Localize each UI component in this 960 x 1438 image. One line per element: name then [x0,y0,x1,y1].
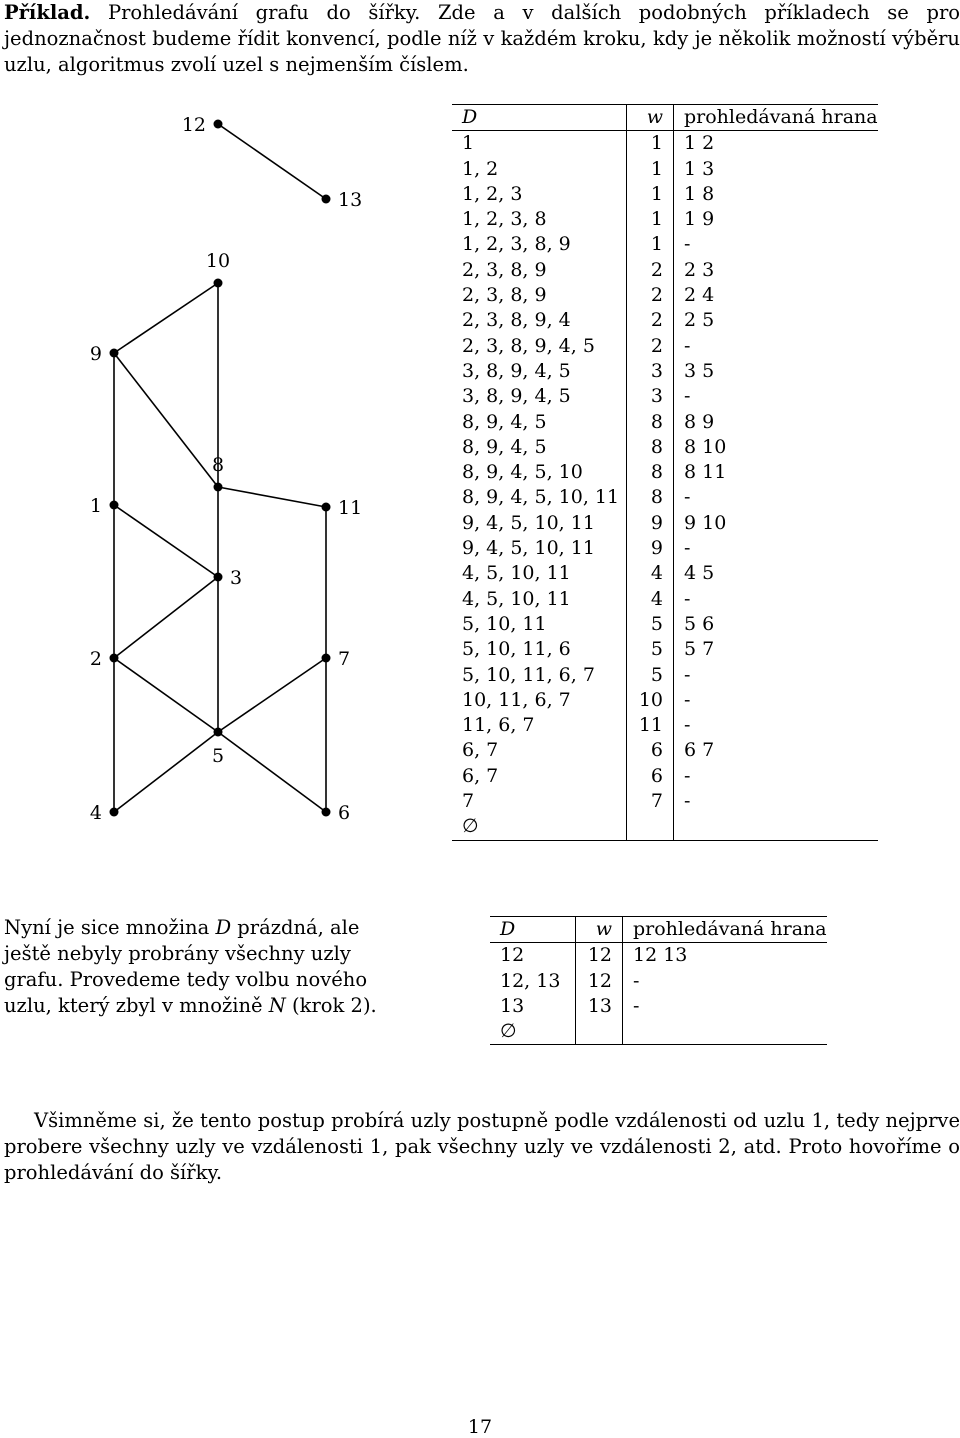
graph-edge [218,487,326,507]
graph-node-label: 3 [230,567,243,589]
table-row [452,207,878,232]
table-row [490,969,827,994]
intro-paragraph [4,0,960,78]
cell-w: 2 [627,258,674,283]
table-row [452,232,878,257]
cell-w: 6 [627,738,674,763]
cell-edge: 3 5 [684,359,715,382]
table-row [490,943,827,969]
cell-edge [623,1019,827,1045]
table-row [452,511,878,536]
cell-d: 1, 2 [462,157,499,180]
cell-edge: 4 5 [684,562,715,585]
cell-w: 8 [627,410,674,435]
cell-edge: - [684,790,691,813]
cell-w: 12 [576,969,623,994]
table-row [452,460,878,485]
cell-d: 5, 10, 11, 6, 7 [462,663,595,686]
table-row [452,157,878,182]
cell-w: 2 [627,308,674,333]
table-row [452,359,878,384]
col-header-edge: prohledávaná hrana [623,917,827,943]
cell-w: 3 [627,384,674,409]
table-row [452,561,878,586]
col-header-d: D [452,105,627,131]
cell-w: 1 [627,131,674,157]
col-header-edge: prohledávaná hrana [674,105,878,131]
cell-edge [674,814,878,840]
cell-w [627,814,674,840]
table-row [452,814,878,840]
graph-edge [218,658,326,732]
cell-edge: - [684,537,691,560]
table-row [452,182,878,207]
table-row [452,536,878,561]
cell-w: 1 [627,232,674,257]
graph-edge [218,124,326,199]
cell-d: 8, 9, 4, 5, 10, 11 [462,486,620,509]
cell-d: 13 [500,994,525,1017]
cell-edge: 6 7 [684,739,715,762]
table-row [452,738,878,763]
graph-node [110,349,119,358]
cell-d: 3, 8, 9, 4, 5 [462,359,571,382]
table-row [452,131,878,157]
cell-w: 1 [627,182,674,207]
graph-node-label: 10 [205,250,231,272]
cell-w: 2 [627,283,674,308]
graph-node [214,728,223,737]
cell-d: 6, 7 [462,739,499,762]
graph-node-label: 8 [211,454,225,476]
cell-d: 11, 6, 7 [462,714,535,737]
cell-d: 2, 3, 8, 9 [462,258,547,281]
cell-w: 1 [627,157,674,182]
table-row [452,485,878,510]
table-row [452,688,878,713]
cell-edge: 9 10 [684,511,727,534]
cell-edge: - [633,969,640,992]
graph-node [110,808,119,817]
table-row [452,789,878,814]
table-row [452,384,878,409]
cell-d: 2, 3, 8, 9, 4 [462,309,571,332]
graph-node-label: 9 [89,343,102,365]
cell-d: 5, 10, 11, 6 [462,638,571,661]
table-row [452,334,878,359]
cell-d: 7 [462,790,475,813]
cell-edge: 12 13 [623,943,827,969]
cell-d: 4, 5, 10, 11 [462,562,571,585]
graph-node [214,279,223,288]
graph-edge [114,732,218,812]
cell-edge: - [684,663,691,686]
cell-edge: 5 6 [684,612,715,635]
graph-node [322,503,331,512]
table-row [452,258,878,283]
cell-d: 10, 11, 6, 7 [462,688,571,711]
cell-d: 5, 10, 11 [462,612,547,635]
cell-d: 8, 9, 4, 5 [462,410,547,433]
cell-w: 6 [627,764,674,789]
graph-edge [114,658,218,732]
col-header-w: w [576,917,623,943]
cell-w: 3 [627,359,674,384]
table-row [452,410,878,435]
table-row [452,637,878,662]
cell-w: 5 [627,612,674,637]
graph-node [110,654,119,663]
example-label: Příklad. [4,1,91,24]
cell-w: 12 [576,943,623,969]
table-row [490,994,827,1019]
graph-node [214,573,223,582]
intro-text: Prohledávání grafu do šířky. Zde a v dalších podobných příkladech se pro jednoznačnost budeme řídit konvencí, podle níž v každém kroku, kdy je několik možností výběru uzlu, algoritmus zvolí uzel s nejmenším číslem. [4,1,960,76]
table-row [452,713,878,738]
graph-edge [114,505,218,577]
cell-d: 9, 4, 5, 10, 11 [462,537,595,560]
cell-w: 11 [627,713,674,738]
cell-w: 5 [627,637,674,662]
cell-d: 1, 2, 3, 8, 9 [462,233,571,256]
cell-edge: - [684,385,691,408]
graph-diagram [0,100,440,840]
cell-d: 2, 3, 8, 9 [462,284,547,307]
cell-edge: 1 9 [684,208,715,231]
col-header-w: w [627,105,674,131]
table-row [452,663,878,688]
cell-w: 4 [627,561,674,586]
cell-w: 1 [627,207,674,232]
cell-w: 5 [627,663,674,688]
cell-edge: 2 3 [684,258,715,281]
graph-node-label: 13 [338,189,363,211]
cell-edge: 8 11 [684,461,727,484]
table-row [452,587,878,612]
cell-edge: 1 3 [684,157,715,180]
cell-edge: - [633,994,640,1017]
cell-d: 12, 13 [500,969,561,992]
cell-edge: 1 8 [684,182,715,205]
cell-d: 1, 2, 3, 8 [462,208,547,231]
outro-paragraph: Všimněme si, že tento postup probírá uzly postupně podle vzdálenosti od uzlu 1, tedy nejprve probere všechny uzly ve vzdálenosti 1, pak všechny uzly ve vzdálenosti 2, atd. Proto hovoříme o prohledávání do šířky. [4,1109,960,1184]
cell-d: 8, 9, 4, 5 [462,435,547,458]
cell-w: 8 [627,460,674,485]
graph-edge [218,732,326,812]
cell-edge: 1 2 [674,131,878,157]
cell-edge: - [684,486,691,509]
cell-d: 9, 4, 5, 10, 11 [462,511,595,534]
cell-w: 13 [576,994,623,1019]
cell-d: 1, 2, 3 [462,182,523,205]
cell-d: 8, 9, 4, 5, 10 [462,461,583,484]
bfs-table-main [452,104,878,841]
graph-node-label: 5 [211,745,225,767]
cell-edge: - [684,587,691,610]
cell-w [576,1019,623,1045]
cell-edge: - [684,334,691,357]
graph-node [322,654,331,663]
graph-node [322,808,331,817]
table-row [452,764,878,789]
cell-w: 2 [627,334,674,359]
graph-node-label: 12 [181,114,206,136]
cell-edge: 2 4 [684,284,715,307]
graph-node [214,120,223,129]
graph-node-label: 1 [89,495,102,517]
table-row [452,308,878,333]
cell-w: 10 [627,688,674,713]
table-row [452,612,878,637]
cell-d: 4, 5, 10, 11 [462,587,571,610]
graph-node-label: 7 [338,648,351,670]
graph-node [322,195,331,204]
cell-edge: - [684,688,691,711]
page-number: 17 [467,1416,493,1438]
table-row [452,435,878,460]
cell-edge: 5 7 [684,638,715,661]
cell-w: 7 [627,789,674,814]
graph-node-label: 4 [89,802,102,824]
cell-d: 1 [452,131,627,157]
cell-w: 4 [627,587,674,612]
cell-edge: 8 10 [684,435,727,458]
col-header-d: D [490,917,576,943]
graph-node-label: 2 [89,648,102,670]
graph-node-label: 11 [338,497,363,519]
cell-d: 2, 3, 8, 9, 4, 5 [462,334,595,357]
cell-edge: 2 5 [684,309,715,332]
graph-node [110,501,119,510]
cell-edge: - [684,764,691,787]
cell-w: 9 [627,511,674,536]
graph-node [214,483,223,492]
graph-node-label: 6 [338,802,351,824]
cell-w: 8 [627,485,674,510]
side-paragraph: Nyní je sice množina D prázdná, ale ještě nebyly probrány všechny uzly grafu. Provedeme tedy volbu nového uzlu, který zbyl v množině N (krok 2). [4,916,377,1017]
cell-w: 9 [627,536,674,561]
bfs-table-second [490,916,827,1045]
cell-edge: 8 9 [684,410,715,433]
cell-edge: - [684,714,691,737]
graph-edge [114,353,218,487]
cell-w: 8 [627,435,674,460]
cell-d: ∅ [452,814,627,840]
graph-edge [114,283,218,353]
cell-edge: - [684,233,691,256]
cell-d: 6, 7 [462,764,499,787]
graph-edge [114,577,218,658]
cell-d: 3, 8, 9, 4, 5 [462,385,571,408]
cell-d: 12 [490,943,576,969]
cell-d: ∅ [490,1019,576,1045]
table-row [490,1019,827,1045]
table-row [452,283,878,308]
